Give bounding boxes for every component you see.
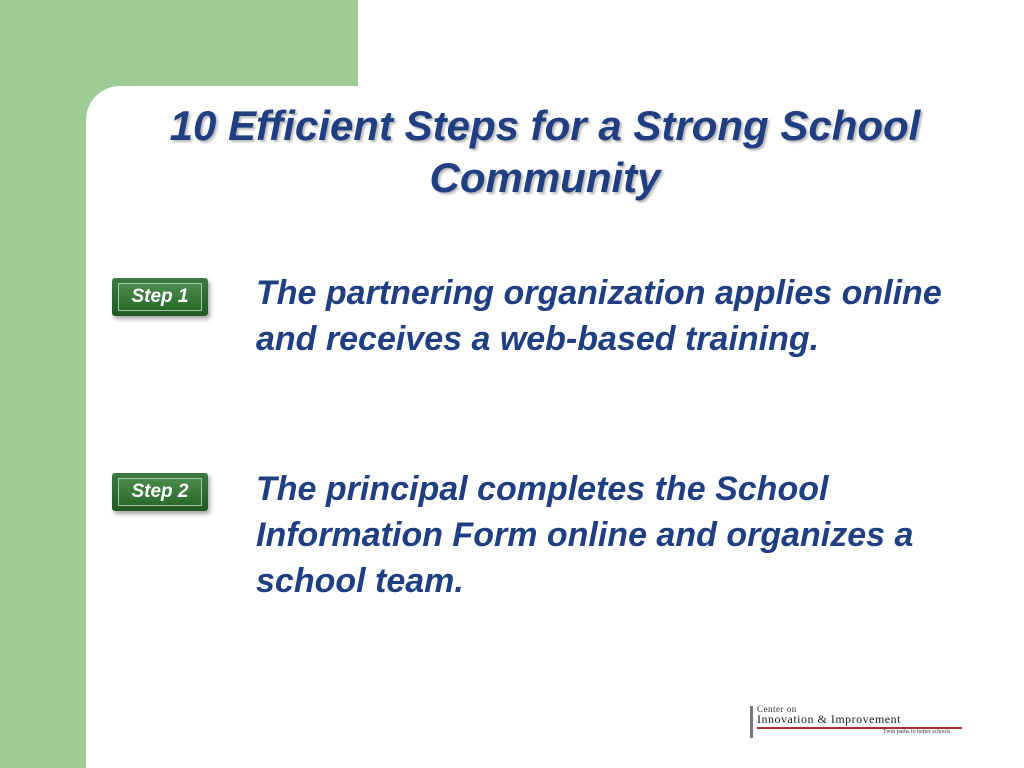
step-1-button[interactable] bbox=[112, 278, 208, 316]
logo-line-1: Center on bbox=[757, 704, 797, 714]
step-2-text: The principal completes the School Information Form online and organizes a school team. bbox=[256, 470, 914, 600]
organization-logo bbox=[750, 702, 970, 746]
step-2-label: Step 2 bbox=[118, 478, 202, 506]
step-1-text: The partnering organization applies online and receives a web-based training. bbox=[256, 274, 942, 358]
logo-line-2: Innovation & Improvement bbox=[757, 712, 901, 726]
logo-tagline: Twin paths to better schools bbox=[883, 729, 951, 735]
step-2-button[interactable] bbox=[112, 473, 208, 511]
step-1-label: Step 1 bbox=[118, 283, 202, 311]
logo-bar bbox=[750, 706, 753, 738]
top-white-area bbox=[358, 0, 1024, 100]
slide-title: 10 Efficient Steps for a Strong School Community bbox=[169, 102, 921, 201]
